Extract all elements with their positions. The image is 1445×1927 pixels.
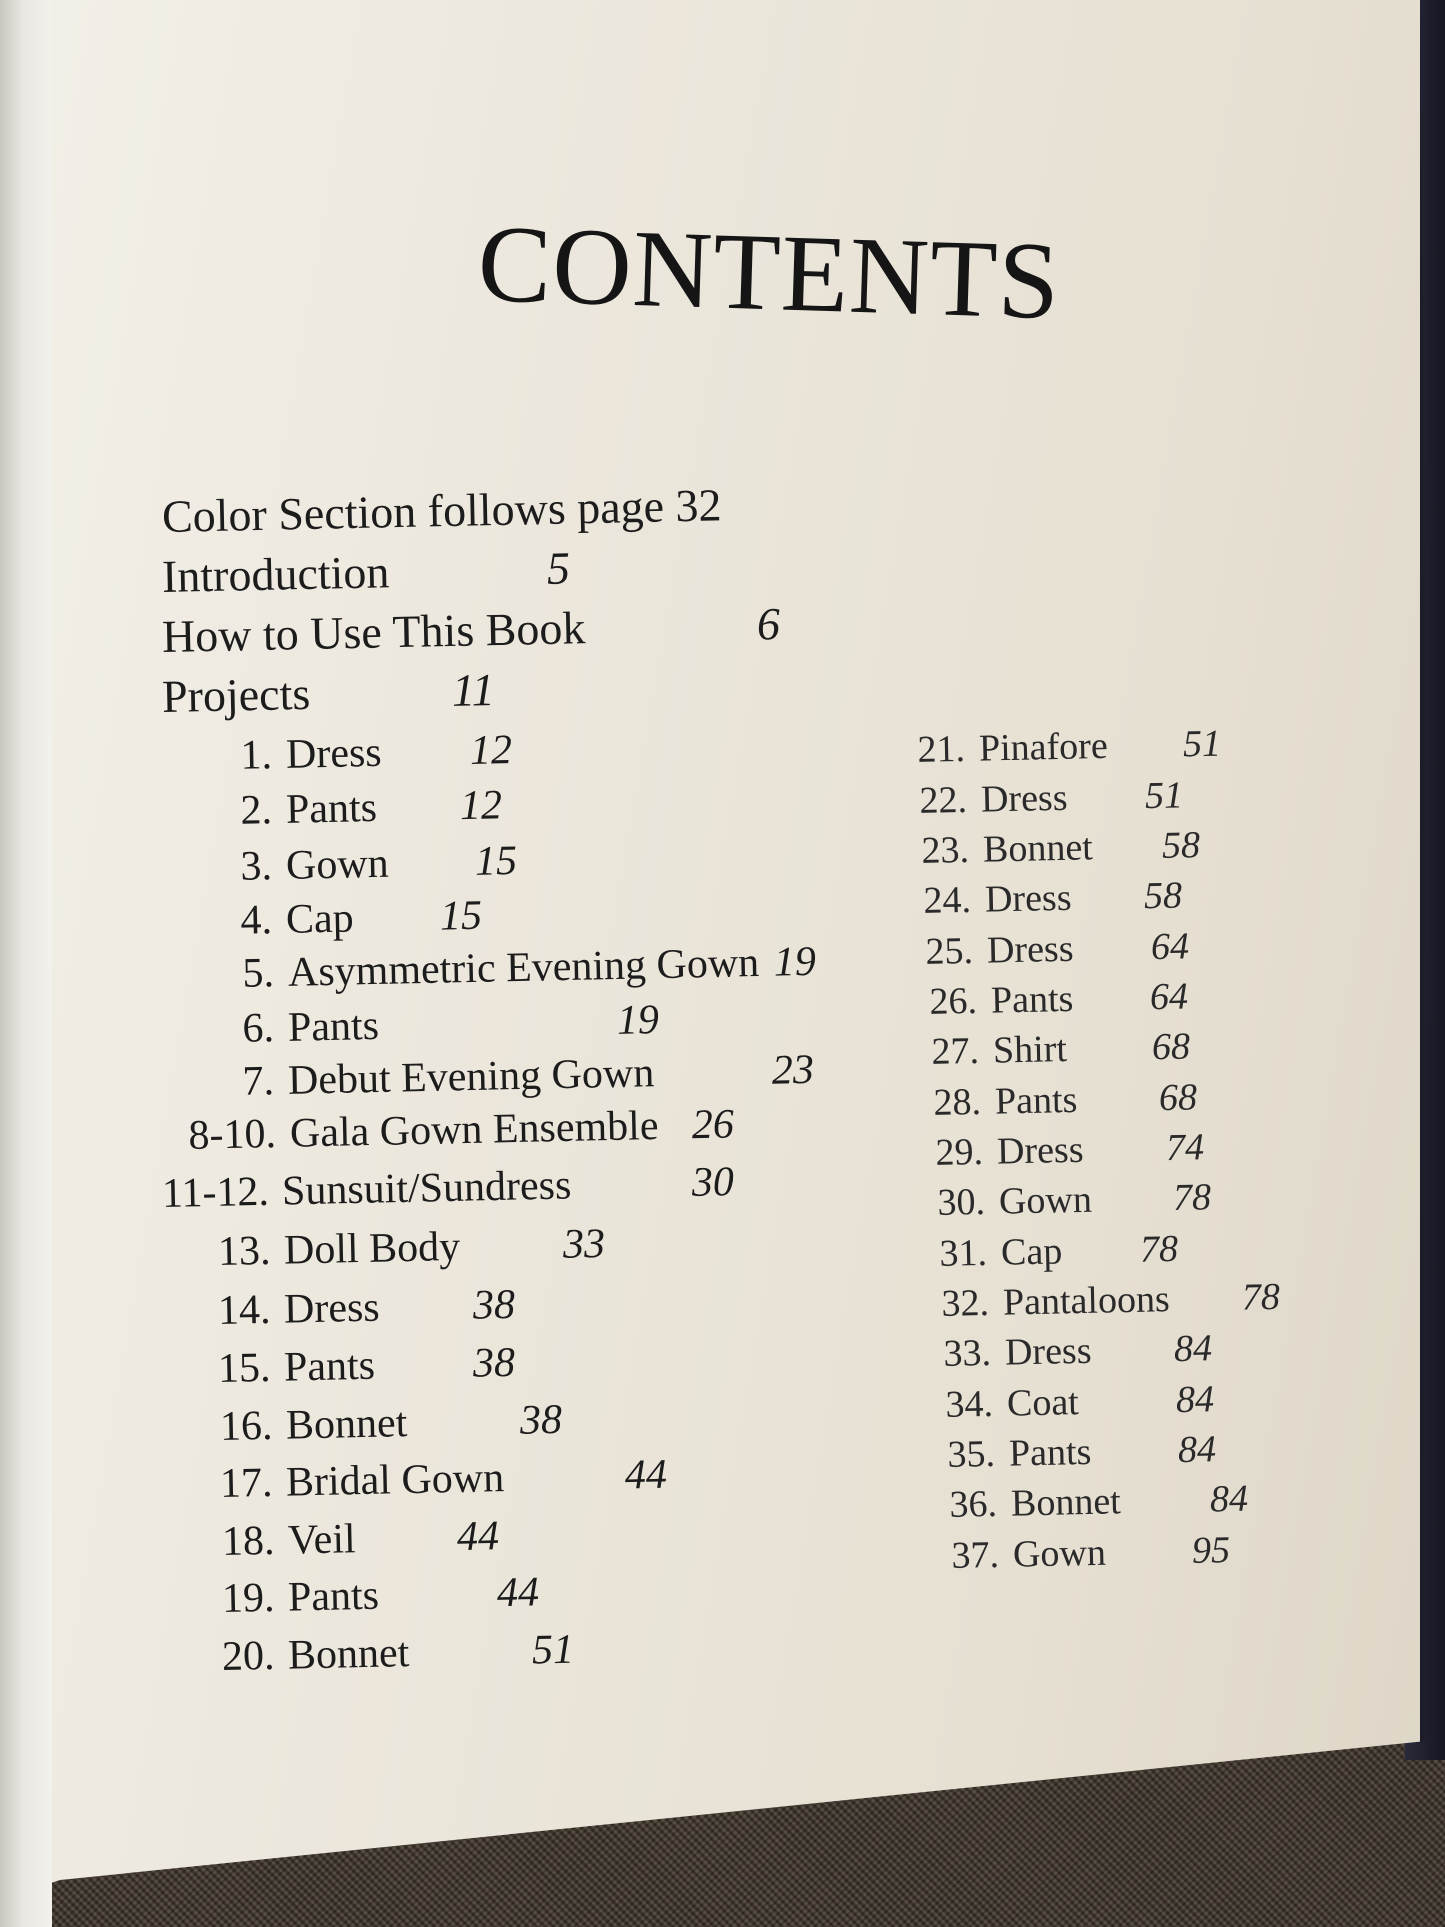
project-entry	[921, 925, 1190, 974]
project-label: Bonnet	[285, 1400, 408, 1449]
project-page-number: 78	[1172, 1176, 1212, 1219]
project-entry	[231, 997, 660, 1053]
project-entry	[939, 1327, 1213, 1376]
project-entry	[929, 1076, 1198, 1125]
project-number: 2.	[240, 787, 273, 834]
project-number: 5.	[242, 950, 275, 997]
project-entry	[915, 774, 1184, 823]
project-label: Dress	[986, 927, 1074, 972]
project-number: 20.	[221, 1632, 275, 1680]
project-entry	[947, 1529, 1231, 1578]
project-number: 35.	[947, 1432, 996, 1476]
project-label: Pants	[1008, 1430, 1092, 1475]
project-number: 32.	[941, 1281, 990, 1325]
project-label: Asymmetric Evening Gown	[287, 939, 760, 996]
project-page-number: 38	[472, 1339, 516, 1387]
entry-page-number: 11	[451, 664, 496, 716]
project-number: 34.	[945, 1382, 994, 1426]
project-page-number: 44	[456, 1513, 500, 1561]
project-page-number: 12	[469, 727, 513, 774]
project-label: Debut Evening Gown	[287, 1050, 655, 1104]
project-label: Pants	[287, 1002, 380, 1051]
project-number: 30.	[937, 1180, 986, 1224]
contents-entry	[161, 598, 781, 663]
project-number: 13.	[217, 1227, 271, 1275]
project-number: 15.	[217, 1344, 271, 1392]
project-label: Gown	[285, 840, 390, 889]
project-label: Sunsuit/Sundress	[281, 1162, 572, 1215]
project-entry	[221, 1569, 540, 1623]
project-entry	[941, 1378, 1215, 1427]
project-label: Bonnet	[287, 1630, 410, 1679]
project-label: Dress	[283, 1284, 381, 1333]
project-number: 11-12.	[161, 1168, 270, 1217]
project-number: 27.	[931, 1029, 980, 1073]
project-page-number: 95	[1191, 1529, 1231, 1572]
project-entry	[231, 1046, 815, 1106]
project-entry	[217, 1339, 516, 1393]
project-number: 23.	[921, 828, 970, 872]
project-page-number: 51	[1182, 722, 1222, 766]
project-entry	[231, 938, 817, 998]
project-label: Dress	[285, 729, 383, 778]
project-entry	[229, 782, 503, 835]
project-entry	[161, 1159, 735, 1218]
project-label: Pants	[285, 784, 378, 833]
project-label: Pantaloons	[1002, 1278, 1171, 1324]
project-entry	[229, 892, 483, 945]
project-label: Shirt	[992, 1028, 1068, 1072]
project-number: 4.	[240, 897, 273, 944]
project-number: 16.	[219, 1402, 273, 1450]
project-entry	[221, 1513, 500, 1566]
project-entry	[913, 722, 1222, 772]
project-page-number: 64	[1149, 975, 1189, 1019]
project-label: Coat	[1006, 1381, 1080, 1425]
project-entry	[179, 1101, 735, 1160]
project-page-number: 30	[691, 1159, 735, 1206]
project-number: 24.	[923, 878, 972, 922]
project-page-number: 15	[474, 837, 518, 885]
project-entry	[931, 1126, 1205, 1175]
project-number: 3.	[240, 843, 273, 890]
project-number: 14.	[217, 1286, 271, 1334]
project-page-number: 58	[1143, 874, 1183, 918]
project-number: 8-10.	[188, 1110, 277, 1159]
project-page-number: 68	[1158, 1076, 1198, 1120]
project-page-number: 15	[439, 892, 483, 940]
entry-label: Introduction	[161, 546, 390, 602]
project-label: Bonnet	[1010, 1480, 1122, 1525]
project-page-number: 84	[1173, 1327, 1213, 1371]
project-page-number: 38	[519, 1396, 563, 1444]
project-page-number: 84	[1177, 1428, 1217, 1472]
project-label: Gala Gown Ensemble	[289, 1102, 659, 1157]
project-label: Bridal Gown	[285, 1455, 505, 1506]
project-page-number: 26	[691, 1101, 735, 1149]
project-label: Dress	[996, 1128, 1084, 1173]
project-entry	[917, 824, 1201, 873]
project-number: 1.	[240, 732, 273, 779]
project-label: Dress	[1004, 1329, 1092, 1374]
project-entry	[943, 1428, 1217, 1477]
page-title: CONTENTS	[476, 201, 1063, 343]
project-number: 36.	[949, 1482, 998, 1526]
project-label: Dress	[984, 876, 1072, 921]
contents-entry	[161, 478, 722, 543]
project-page-number: 58	[1161, 824, 1201, 867]
project-number: 21.	[917, 727, 966, 771]
project-entry	[219, 1396, 563, 1451]
project-entry	[217, 1281, 516, 1335]
project-page-number: 68	[1151, 1025, 1191, 1069]
project-number: 25.	[925, 929, 974, 973]
project-label: Dress	[980, 776, 1068, 821]
project-label: Pants	[283, 1342, 376, 1391]
project-label: Cap	[285, 895, 355, 943]
entry-label: How to Use This Book	[161, 602, 586, 662]
project-entry	[945, 1477, 1249, 1527]
project-number: 33.	[943, 1331, 992, 1375]
entry-page-number: 5	[546, 542, 571, 594]
project-label: Cap	[1000, 1230, 1063, 1274]
project-label: Gown	[998, 1178, 1093, 1223]
project-entry	[229, 727, 513, 780]
project-number: 29.	[935, 1130, 984, 1174]
project-page-number: 84	[1175, 1378, 1215, 1422]
project-label: Pants	[287, 1572, 380, 1621]
project-page-number: 38	[472, 1281, 516, 1329]
project-page-number: 44	[624, 1451, 668, 1499]
contents-entry	[161, 542, 571, 603]
project-number: 17.	[219, 1459, 273, 1507]
project-entry	[217, 1220, 606, 1276]
project-entry	[937, 1275, 1281, 1326]
entry-page-number: 6	[756, 598, 781, 650]
project-entry	[927, 1025, 1191, 1074]
project-label: Bonnet	[982, 826, 1094, 871]
project-entry	[933, 1176, 1212, 1225]
project-entry	[935, 1227, 1179, 1276]
contents-entry	[161, 664, 496, 723]
project-number: 18.	[221, 1517, 275, 1565]
project-label: Pinafore	[978, 724, 1109, 770]
project-number: 6.	[242, 1005, 275, 1052]
project-page-number: 51	[1144, 774, 1184, 818]
project-number: 26.	[929, 979, 978, 1023]
project-page-number: 51	[531, 1626, 575, 1674]
project-entry	[221, 1626, 575, 1681]
project-page-number: 78	[1139, 1227, 1179, 1271]
project-label: Doll Body	[283, 1223, 461, 1274]
project-page-number: 19	[773, 938, 817, 986]
project-number: 31.	[939, 1231, 988, 1275]
project-label: Veil	[287, 1516, 357, 1564]
project-label: Gown	[1012, 1531, 1107, 1576]
project-number: 7.	[242, 1058, 275, 1105]
entry-label: Color Section follows page 32	[161, 479, 723, 542]
project-entry	[219, 1451, 668, 1508]
project-number: 22.	[919, 778, 968, 822]
project-entry	[925, 975, 1189, 1024]
project-page-number: 12	[459, 782, 503, 830]
project-page-number: 33	[562, 1220, 606, 1268]
project-page-number: 23	[771, 1046, 815, 1094]
project-label: Pants	[994, 1078, 1078, 1123]
project-number: 19.	[221, 1574, 275, 1622]
project-entry	[919, 874, 1183, 923]
project-page-number: 84	[1209, 1477, 1249, 1521]
project-page-number: 19	[616, 997, 660, 1044]
project-page-number: 78	[1241, 1275, 1281, 1319]
project-page-number: 44	[496, 1569, 540, 1617]
entry-label: Projects	[161, 667, 311, 722]
project-page-number: 64	[1150, 925, 1190, 969]
project-page-number: 74	[1165, 1126, 1205, 1170]
project-number: 28.	[933, 1080, 982, 1124]
project-entry	[229, 837, 518, 891]
project-label: Pants	[990, 977, 1074, 1022]
project-number: 37.	[951, 1533, 1000, 1577]
